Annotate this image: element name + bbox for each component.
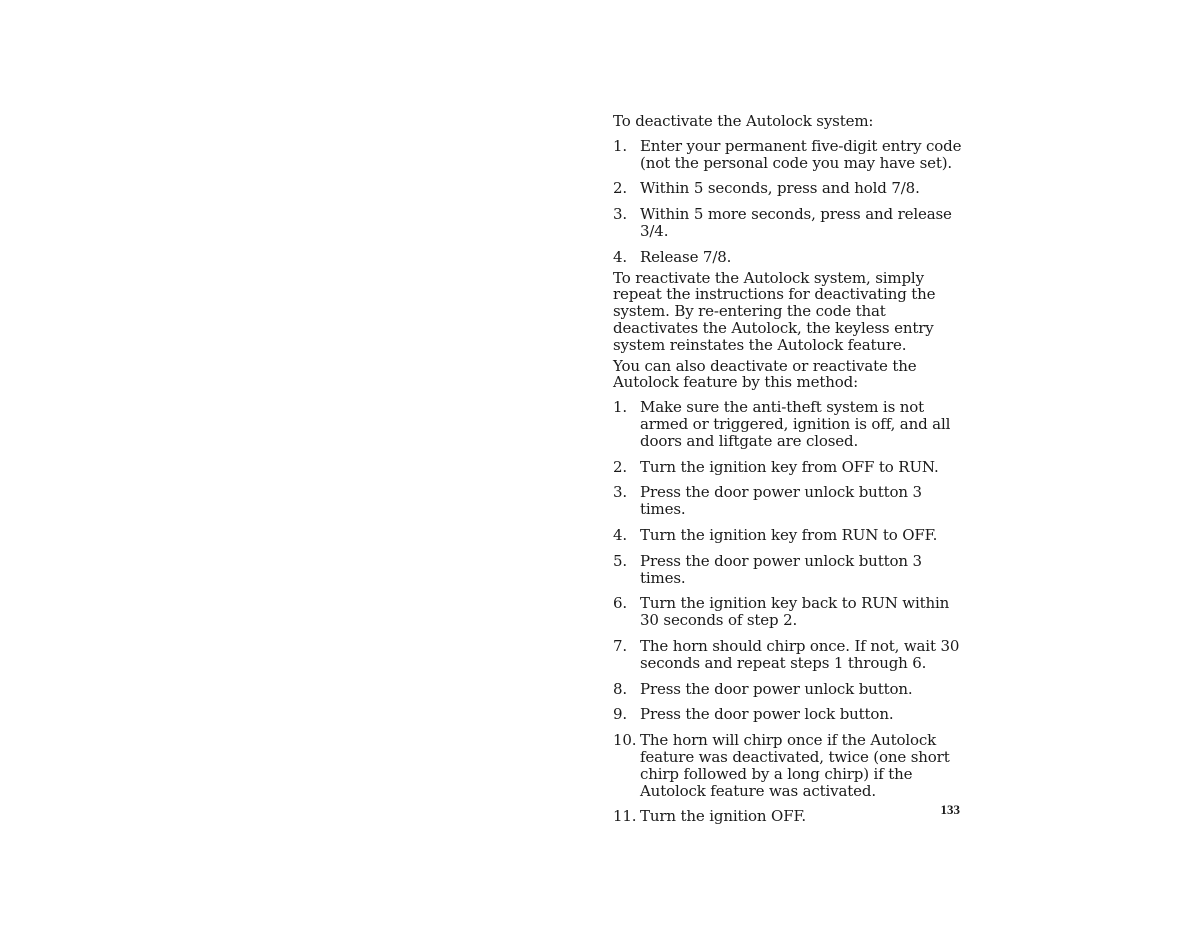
step-number: 3. bbox=[613, 205, 628, 224]
alternate-method-steps-list bbox=[613, 399, 963, 825]
step-text: Press the door power unlock button 3 times. bbox=[640, 483, 922, 519]
step-text: Turn the ignition key back to RUN within 30 seconds of step 2. bbox=[640, 594, 950, 630]
step-number: 1. bbox=[613, 136, 628, 155]
step-text: Turn the ignition key from RUN to OFF. bbox=[640, 525, 938, 544]
step-text: Press the door power unlock button. bbox=[640, 679, 913, 698]
list-item bbox=[613, 249, 963, 266]
list-item bbox=[613, 553, 963, 587]
alternate-method-intro: You can also deactivate or reactivate the Autolock feature by this method: bbox=[613, 356, 917, 392]
step-text: Press the door power unlock button 3 times. bbox=[640, 551, 922, 587]
step-text: Turn the ignition key from OFF to RUN. bbox=[640, 457, 939, 476]
manual-page-content bbox=[613, 113, 963, 829]
list-item bbox=[613, 638, 963, 672]
step-number: 1. bbox=[613, 398, 628, 417]
step-text: The horn should chirp once. If not, wait 30 seconds and repeat steps 1 through 6. bbox=[640, 636, 960, 672]
step-number: 8. bbox=[613, 679, 628, 698]
step-number: 3. bbox=[613, 483, 628, 502]
step-text: Press the door power lock button. bbox=[640, 705, 894, 724]
list-item bbox=[613, 808, 963, 825]
step-text: Enter your permanent five-digit entry code (not the personal code you may have set). bbox=[640, 136, 962, 172]
step-number: 7. bbox=[613, 636, 628, 655]
step-text: The horn will chirp once if the Autolock feature was deactivated, twice (one short chirp followed by a long chirp) if the Autolock feature was activated. bbox=[640, 731, 950, 800]
list-item bbox=[613, 706, 963, 723]
step-number: 2. bbox=[613, 179, 628, 198]
step-number: 4. bbox=[613, 525, 628, 544]
step-number: 4. bbox=[613, 247, 628, 266]
list-item bbox=[613, 484, 963, 518]
step-number: 5. bbox=[613, 551, 628, 570]
list-item bbox=[613, 595, 963, 629]
list-item bbox=[613, 138, 963, 172]
reactivate-paragraph: To reactivate the Autolock system, simply repeat the instructions for deactivating the system. By re-entering the code that deactivates the Autolock, the keyless entry system reinstates the Autolock feature. bbox=[613, 268, 936, 354]
page-number: 133 bbox=[940, 802, 960, 817]
list-item bbox=[613, 681, 963, 698]
step-number: 9. bbox=[613, 705, 628, 724]
deactivate-intro: To deactivate the Autolock system: bbox=[613, 112, 874, 130]
step-text: Release 7/8. bbox=[640, 247, 732, 266]
step-number: 10. bbox=[613, 731, 637, 750]
list-item bbox=[613, 732, 963, 799]
step-text: Within 5 seconds, press and hold 7/8. bbox=[640, 179, 920, 198]
step-number: 6. bbox=[613, 594, 628, 613]
step-text: Make sure the anti-theft system is not armed or triggered, ignition is off, and all doors and liftgate are closed. bbox=[640, 398, 951, 450]
list-item bbox=[613, 180, 963, 197]
step-text: Within 5 more seconds, press and release 3/4. bbox=[640, 205, 952, 240]
deactivate-steps-list bbox=[613, 138, 963, 266]
step-number: 11. bbox=[613, 807, 637, 826]
list-item bbox=[613, 206, 963, 240]
list-item bbox=[613, 527, 963, 544]
step-number: 2. bbox=[613, 457, 628, 476]
step-text: Turn the ignition OFF. bbox=[640, 807, 806, 826]
list-item bbox=[613, 399, 963, 449]
list-item bbox=[613, 459, 963, 476]
